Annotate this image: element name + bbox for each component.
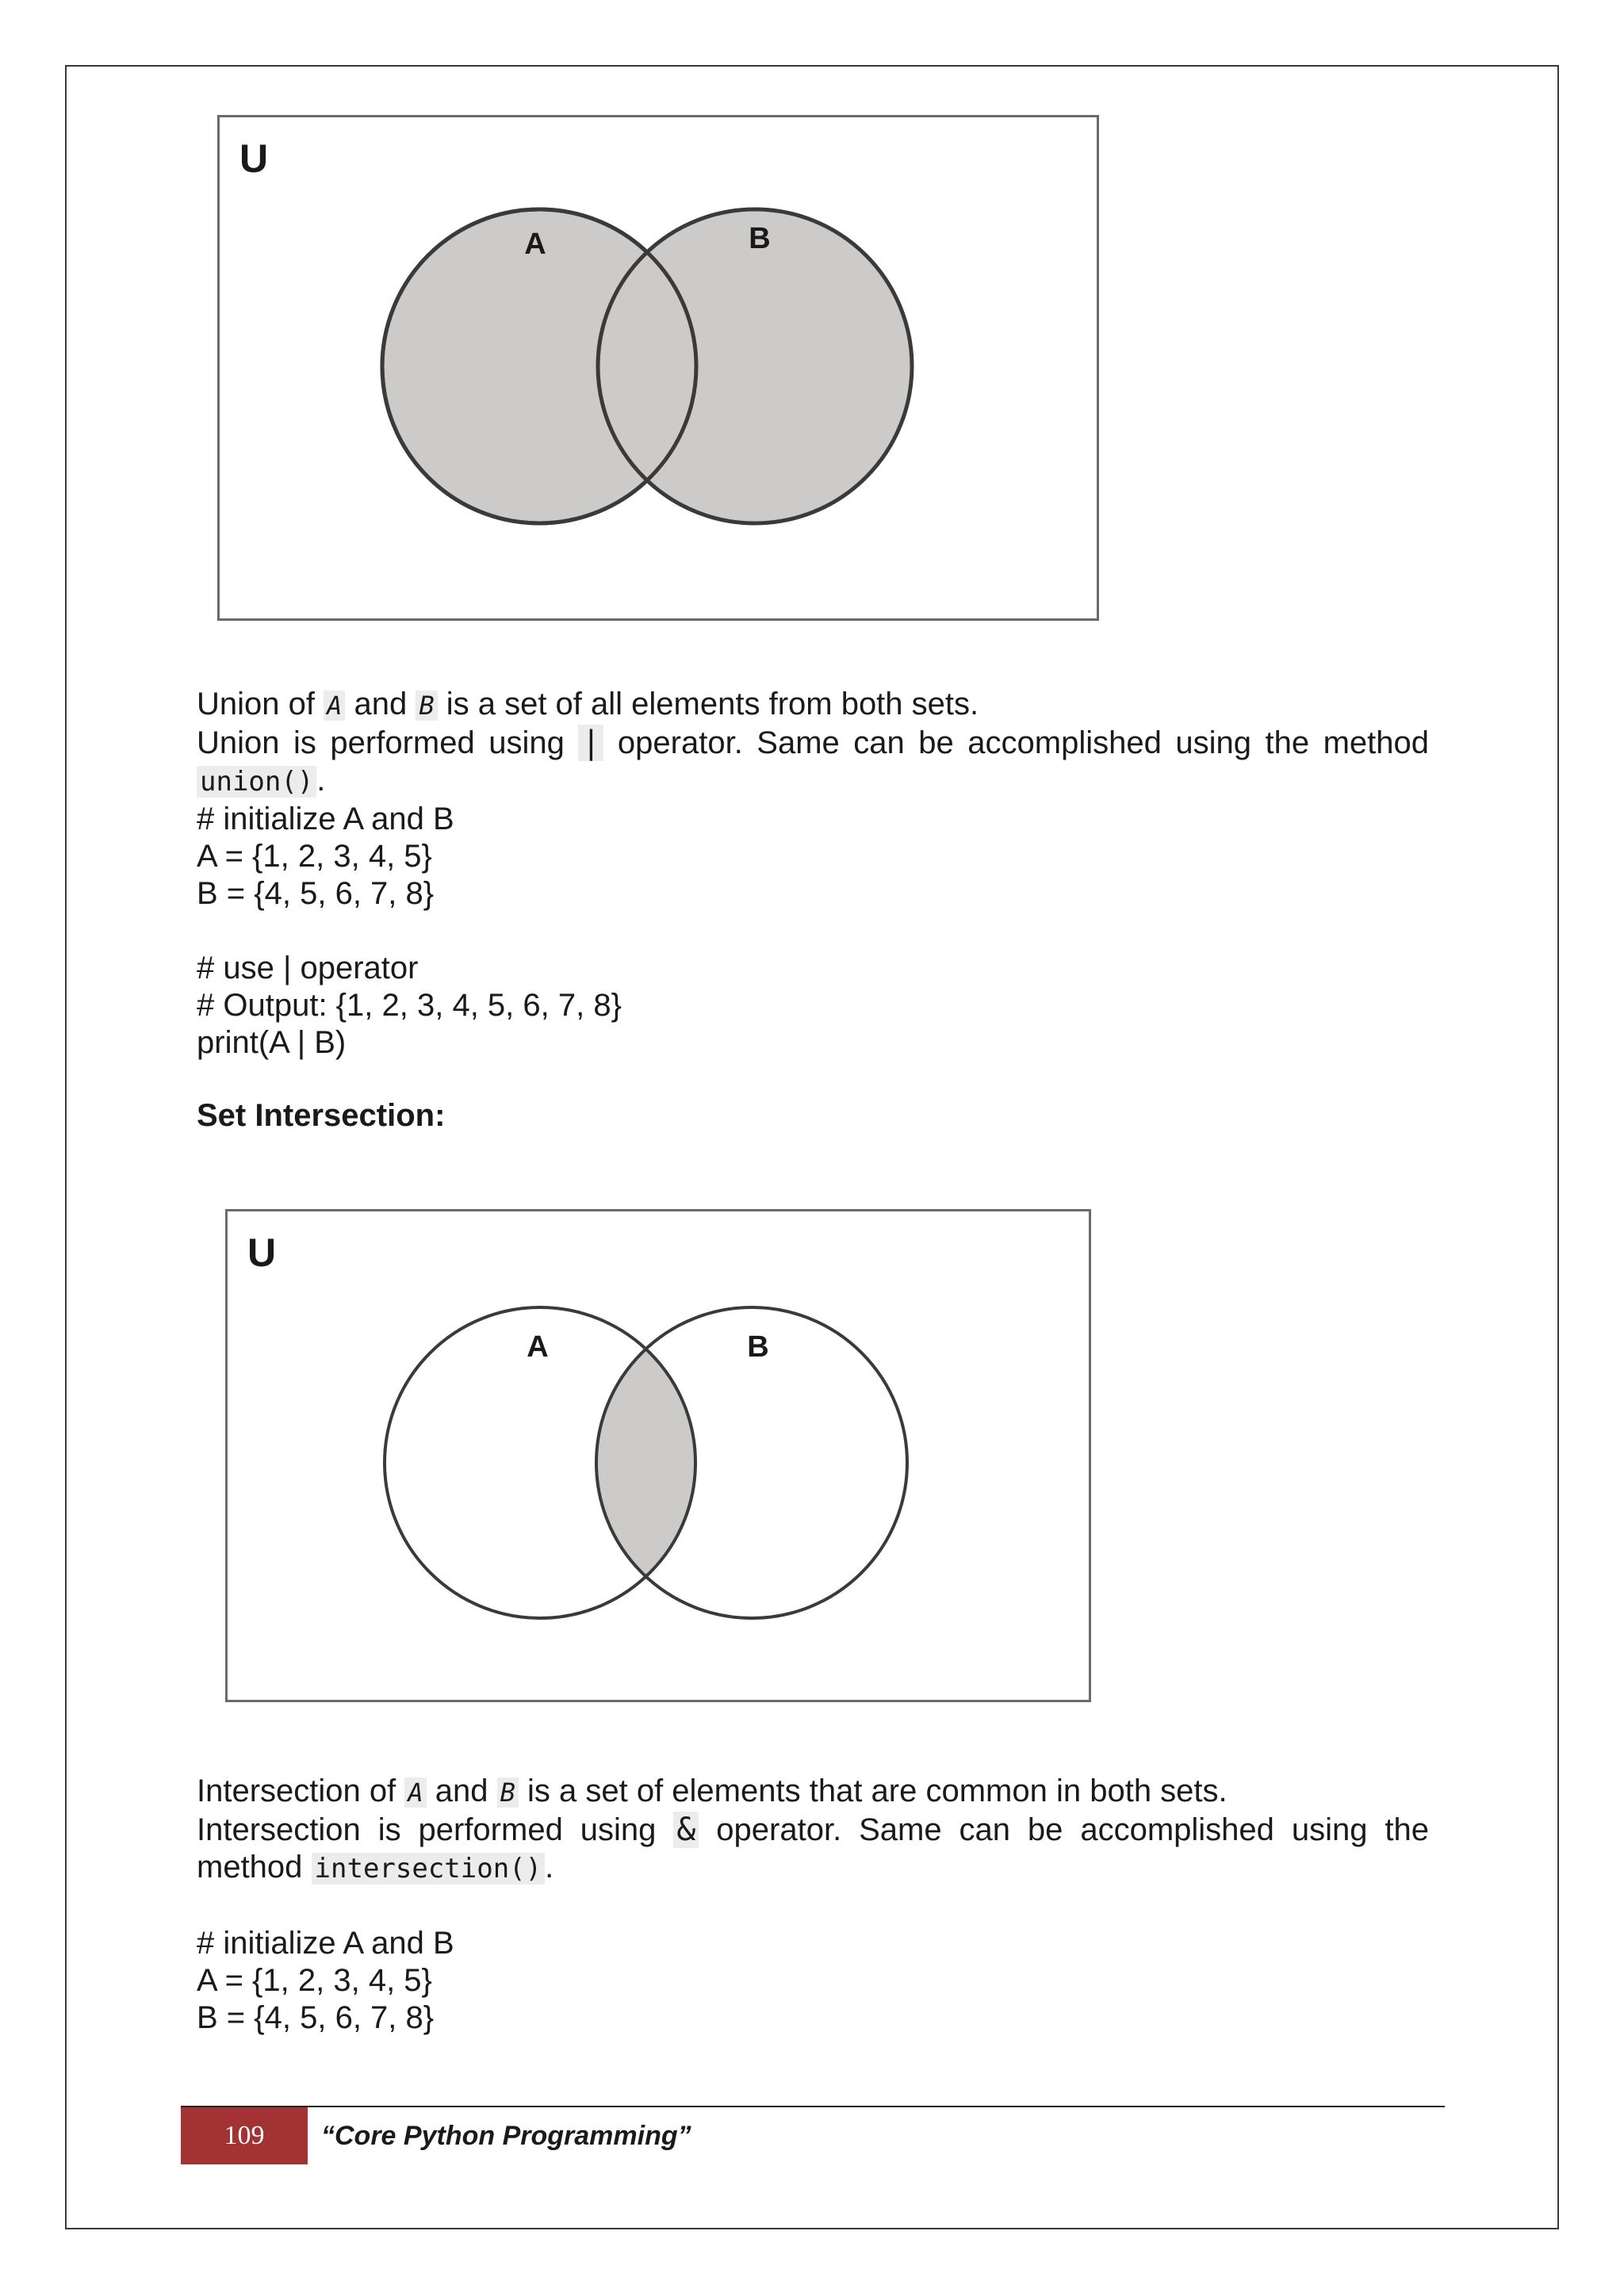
- code-line: B = {4, 5, 6, 7, 8}: [197, 2000, 435, 2035]
- intersection-description: [197, 1773, 1429, 2037]
- union-definition: Union of A and B is a set of all elements from both sets.: [197, 687, 979, 721]
- code-line: A = {1, 2, 3, 4, 5}: [197, 839, 432, 874]
- code-line: A = {1, 2, 3, 4, 5}: [197, 1963, 432, 1998]
- set-b-code: B: [416, 691, 437, 721]
- set-a-code: A: [404, 1777, 426, 1808]
- universe-label: U: [247, 1230, 277, 1275]
- set-a-label: A: [524, 228, 546, 261]
- set-b-circle: [598, 209, 912, 523]
- ampersand-operator-code: &: [673, 1812, 699, 1848]
- intersection-venn-diagram: [225, 1209, 1091, 1704]
- code-line: # initialize A and B: [197, 802, 454, 836]
- union-venn-diagram: [217, 115, 1099, 622]
- set-b-code: B: [497, 1777, 519, 1808]
- section-heading: Set Intersection:: [197, 1098, 446, 1133]
- pipe-operator-code: |: [578, 725, 603, 761]
- union-description: [197, 686, 1429, 1062]
- code-line: # Output: {1, 2, 3, 4, 5, 6, 7, 8}: [197, 988, 622, 1023]
- universe-label: U: [239, 136, 269, 181]
- page-number: 109: [181, 2107, 308, 2164]
- book-title: “Core Python Programming”: [321, 2121, 691, 2151]
- intersection-definition: Intersection of A and B is a set of elements that are common in both sets.: [197, 1774, 1228, 1808]
- code-line: # initialize A and B: [197, 1926, 454, 1961]
- code-line: B = {4, 5, 6, 7, 8}: [197, 876, 435, 911]
- code-line: print(A | B): [197, 1025, 347, 1060]
- set-a-label: A: [527, 1330, 549, 1364]
- set-b-label: B: [747, 1330, 769, 1364]
- code-line: # use | operator: [197, 951, 419, 985]
- intersection-method-code: intersection(): [312, 1853, 546, 1885]
- union-method-code: union(): [197, 766, 316, 798]
- set-a-code: A: [324, 691, 345, 721]
- set-b-label: B: [749, 222, 771, 255]
- intersection-operator-text: Intersection is performed using & operator. Same can be accomplished using the method intersection() .: [197, 1812, 1429, 1885]
- union-operator-text: Union is performed using | operator. Same can be accomplished using the method union() .: [197, 725, 1429, 798]
